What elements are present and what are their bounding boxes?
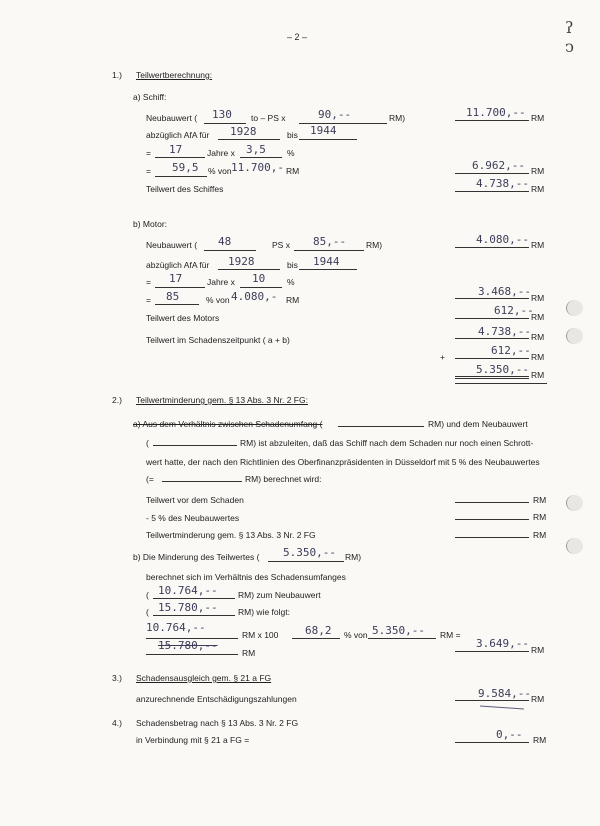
a-rm-4: RM (531, 184, 545, 194)
s2-b-l4-val: 15.780,-- (158, 601, 218, 614)
zeitpunkt-b: 612,-- (491, 344, 531, 357)
a-eq-2: = (146, 166, 151, 176)
b-rm-4: RM (531, 312, 545, 322)
punch-hole (566, 495, 583, 511)
s2-a-line4b: RM) berechnet wird: (245, 474, 322, 484)
a-rm-close: RM) (389, 113, 406, 123)
b-jahre-x: Jahre x (207, 277, 235, 287)
section-3-title: Schadensausgleich gem. § 21 a FG (136, 673, 272, 683)
frac-numerator: 10.764,-- (146, 621, 206, 634)
frac-von: % von (344, 630, 368, 640)
zeitpunkt-label: Teilwert im Schadenszeitpunkt ( a + b) (146, 335, 290, 345)
frac-rm-eq: RM = (440, 630, 461, 640)
a-neubauwert-total: 11.700,-- (466, 106, 526, 119)
s2-rm-3: RM (533, 530, 547, 540)
s4-rm: RM (533, 735, 547, 745)
subsection-b-label: b) Motor: (133, 219, 168, 229)
b-eq-2: = (146, 295, 151, 305)
section-4-number: 4.) (112, 718, 122, 728)
a-ps-from: 130 (212, 108, 232, 121)
frac-base: 5.350,-- (372, 624, 425, 637)
a-rate: 3,5 (246, 143, 266, 156)
s2-b-close: RM) (345, 552, 362, 562)
a-eq-1: = (146, 148, 151, 158)
a-pct-val: 59,5 (172, 161, 199, 174)
s2-a-line3: wert hatte, der nach den Richtlinien des Oberfinanzpräsidenten in Düsseldorf mit 5 % des Neubauwertes (146, 457, 540, 467)
zeitpunkt-rm-2: RM (531, 352, 545, 362)
s2-a-line2b: RM) ist abzuleiten, daß das Schiff nach dem Schaden nur noch einen Schrott- (240, 438, 534, 448)
a-neubauwert-label: Neubauwert ( (146, 113, 198, 123)
section-3-number: 3.) (112, 673, 122, 683)
b-afa-to: 1944 (313, 255, 340, 268)
frac-mid: RM x 100 (242, 630, 279, 640)
s2-a-line2a: ( (146, 438, 149, 448)
b-years: 17 (169, 272, 183, 285)
a-bis: bis (287, 130, 298, 140)
corner-handwritten-mark: ʔ ↄ (565, 18, 574, 56)
b-rm-1: RM (531, 240, 545, 250)
section-1-number: 1.) (112, 70, 122, 80)
s2-b-val: 5.350,-- (283, 546, 336, 559)
a-teilwert-total: 4.738,-- (476, 177, 529, 190)
section-1-title: Teilwertberechnung: (136, 70, 213, 80)
b-afa-total: 3.468,-- (478, 285, 531, 298)
s2-b-l4-open: ( (146, 607, 149, 617)
s3-value: 9.584,-- (478, 687, 531, 700)
frac-denominator: 15.780,-- (158, 639, 218, 652)
s2-b-l4-rest: RM) wie folgt: (238, 607, 290, 617)
section-2-number: 2.) (112, 395, 122, 405)
s2-rm-1: RM (533, 495, 547, 505)
a-afa-total: 6.962,-- (472, 159, 525, 172)
b-teilwert-label: Teilwert des Motors (146, 313, 220, 323)
s2-b-line2: berechnet sich im Verhältnis des Schadensumfanges (146, 572, 346, 582)
b-pct-val: 85 (166, 290, 180, 303)
s2-rm-2: RM (533, 512, 547, 522)
b-eq-1: = (146, 277, 151, 287)
b-ps-from: 48 (218, 235, 232, 248)
b-pct-von: % von (206, 295, 230, 305)
s2-neu-label: - 5 % des Neubauwertes (146, 513, 240, 523)
s2-b-l3-rest: RM) zum Neubauwert (238, 590, 321, 600)
b-rm-close: RM) (366, 240, 383, 250)
a-jahre-x: Jahre x (207, 148, 235, 158)
s2-result-rm: RM (531, 645, 545, 655)
a-rm-2: RM (286, 166, 300, 176)
b-von-val: 4.080,- (231, 290, 278, 303)
b-ps-rate: 85,-- (313, 235, 347, 248)
s3-rm: RM (531, 694, 545, 704)
b-neubauwert-total: 4.080,-- (476, 233, 529, 246)
frac-den-rm: RM (242, 648, 256, 658)
a-rm-3: RM (531, 166, 545, 176)
b-bis: bis (287, 260, 298, 270)
s4-line1: Schadensbetrag nach § 13 Abs. 3 Nr. 2 FG (136, 718, 299, 728)
zeitpunkt-rm-1: RM (531, 332, 545, 342)
b-rate: 10 (252, 272, 266, 285)
b-teilwert-total: 612,-- (494, 304, 534, 317)
frac-pct: 68,2 (305, 624, 332, 637)
page-number: – 2 – (287, 32, 308, 42)
zeitpunkt-rm-3: RM (531, 370, 545, 380)
punch-hole (566, 538, 583, 554)
zeitpunkt-total: 5.350,-- (476, 363, 529, 376)
s2-minder-label: Teilwertminderung gem. § 13 Abs. 3 Nr. 2 FG (146, 530, 316, 540)
a-teilwert-label: Teilwert des Schiffes (146, 184, 224, 194)
b-neubauwert-label: Neubauwert ( (146, 240, 198, 250)
zeitpunkt-plus: + (440, 352, 445, 362)
zeitpunkt-a: 4.738,-- (478, 325, 531, 338)
punch-hole (566, 328, 583, 344)
s2-result: 3.649,-- (476, 637, 529, 650)
a-to-ps: to – PS x (251, 113, 286, 123)
a-rm-1: RM (531, 113, 545, 123)
b-rm-3: RM (531, 293, 545, 303)
s4-line2: in Verbindung mit § 21 a FG = (136, 735, 250, 745)
b-ps-x: PS x (272, 240, 290, 250)
s2-a-line1b: RM) und dem Neubauwert (428, 419, 528, 429)
b-afa-from: 1928 (228, 255, 255, 268)
a-ps-rate: 90,-- (318, 108, 352, 121)
a-von-val: 11.700,- (231, 161, 284, 174)
a-afa-label: abzüglich AfA für (146, 130, 210, 140)
subsection-a-label: a) Schiff: (133, 92, 167, 102)
a-afa-to: 1944 (310, 124, 337, 137)
a-pct: % (287, 148, 295, 158)
s3-line: anzurechnende Entschädigungszahlungen (136, 694, 297, 704)
section-2-title: Teilwertminderung gem. § 13 Abs. 3 Nr. 2 FG: (136, 395, 308, 405)
s2-a-line1a: a) Aus dem Verhältnis zwischen Schadenumfang ( (133, 419, 323, 429)
b-rm-2: RM (286, 295, 300, 305)
a-afa-from: 1928 (230, 125, 257, 138)
s4-value: 0,-- (496, 728, 523, 741)
s2-b-l3-val: 10.764,-- (158, 584, 218, 597)
a-years: 17 (169, 143, 183, 156)
s2-a-line4a: (= (146, 474, 154, 484)
s2-b-l3-open: ( (146, 590, 149, 600)
s2-vor-label: Teilwert vor dem Schaden (146, 495, 244, 505)
b-afa-label: abzüglich AfA für (146, 260, 210, 270)
b-pct: % (287, 277, 295, 287)
punch-hole (566, 300, 583, 316)
a-pct-von: % von (208, 166, 232, 176)
s2-b-pre: b) Die Minderung des Teilwertes ( (133, 552, 260, 562)
